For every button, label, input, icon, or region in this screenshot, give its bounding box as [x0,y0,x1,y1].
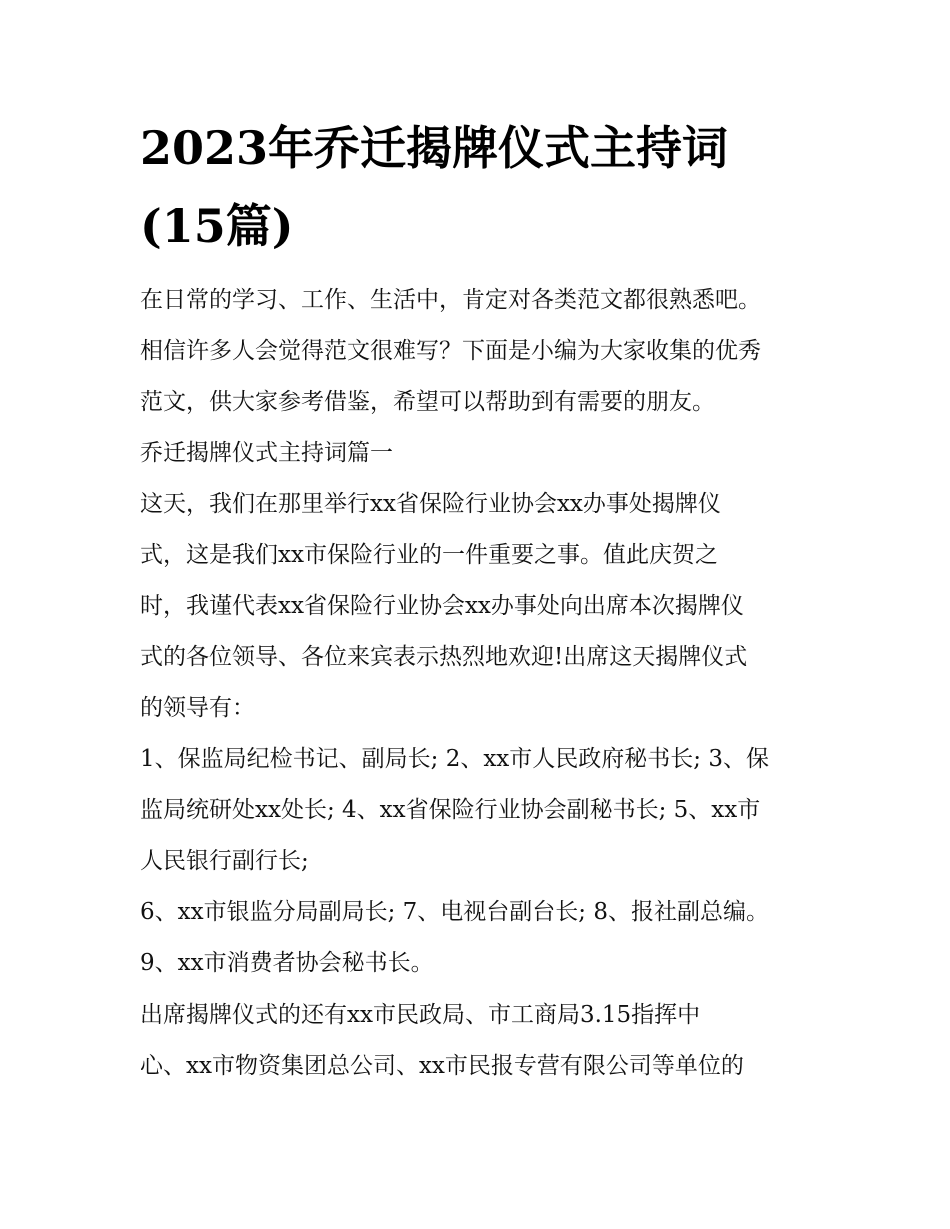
leaders-list-line: 监局统研处xx处长; 4、xx省保险行业协会副秘书长; 5、xx市 [140,797,761,823]
document-title-line-2: (15篇) [140,199,294,253]
intro-line-2: 相信许多人会觉得范文很难写？下面是小编为大家收集的优秀 [140,338,761,364]
paragraph-line: 式，这是我们xx市保险行业的一件重要之事。值此庆贺之 [140,542,718,568]
document-title-line-1: 2023年乔迁揭牌仪式主持词 [140,121,729,175]
section-heading: 乔迁揭牌仪式主持词篇一 [140,440,393,466]
intro-line-3: 范文，供大家参考借鉴，希望可以帮助到有需要的朋友。 [140,389,715,415]
paragraph-line: 式的各位领导、各位来宾表示热烈地欢迎!出席这天揭牌仪式 [140,644,748,670]
paragraph-line: 出席揭牌仪式的还有xx市民政局、市工商局3.15指挥中 [140,1002,701,1028]
leaders-list-line: 6、xx市银监分局副局长; 7、电视台副台长; 8、报社副总编。 [140,899,769,925]
paragraph-line: 时，我谨代表xx省保险行业协会xx办事处向出席本次揭牌仪 [140,593,744,619]
leaders-list-line: 1、保监局纪检书记、副局长; 2、xx市人民政府秘书长; 3、保 [140,746,769,772]
leaders-list-line: 人民银行副行长; [140,848,309,874]
paragraph-line: 心、xx市物资集团总公司、xx市民报专营有限公司等单位的 [140,1053,744,1079]
paragraph-line: 的领导有： [140,695,255,721]
paragraph-line: 这天，我们在那里举行xx省保险行业协会xx办事处揭牌仪 [140,491,721,517]
leaders-list-line: 9、xx市消费者协会秘书长。 [140,950,434,976]
intro-line-1: 在日常的学习、工作、生活中，肯定对各类范文都很熟悉吧。 [140,287,761,313]
